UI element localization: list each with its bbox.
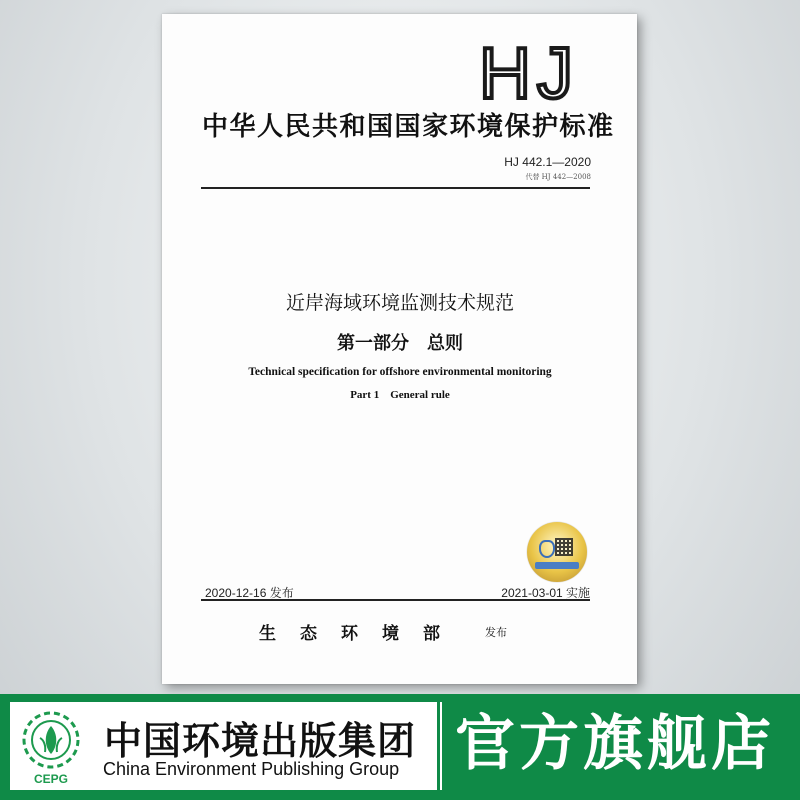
anti-counterfeit-seal-icon [527, 522, 587, 582]
publisher: 生态环境部 [259, 624, 464, 644]
title-cn: 近岸海域环境监测技术规范 [285, 293, 514, 314]
implement-date: 2021-03-01 实施 [501, 586, 590, 600]
banner-divider [440, 702, 442, 790]
logo-text: CEPG [33, 772, 69, 786]
replaces-note: 代替 HJ 442—2008 [525, 173, 591, 181]
publisher-suffix: 发布 [485, 627, 507, 639]
seal-band [535, 562, 579, 569]
standard-number: HJ 442.1—2020 [504, 155, 591, 169]
subtitle-en: Part 1 General rule [350, 389, 450, 401]
seal-emblem-icon [539, 540, 555, 558]
title-en: Technical specification for offshore environmental monitoring [248, 366, 552, 378]
hj-logo: HJ [479, 34, 579, 114]
qr-code-icon [555, 538, 573, 556]
cepg-logo-icon [18, 708, 84, 788]
subtitle-cn: 第一部分 总则 [337, 333, 463, 353]
group-name-en: China Environment Publishing Group [103, 759, 400, 779]
issue-date: 2020-12-16 发布 [205, 586, 294, 600]
store-label: 官方旗舰店 [455, 709, 775, 779]
group-name-cn: 中国环境出版集团 [104, 719, 417, 763]
standard-title: 中华人民共和国国家环境保护标准 [202, 112, 615, 142]
bottom-divider [201, 599, 590, 601]
top-divider [201, 187, 590, 189]
